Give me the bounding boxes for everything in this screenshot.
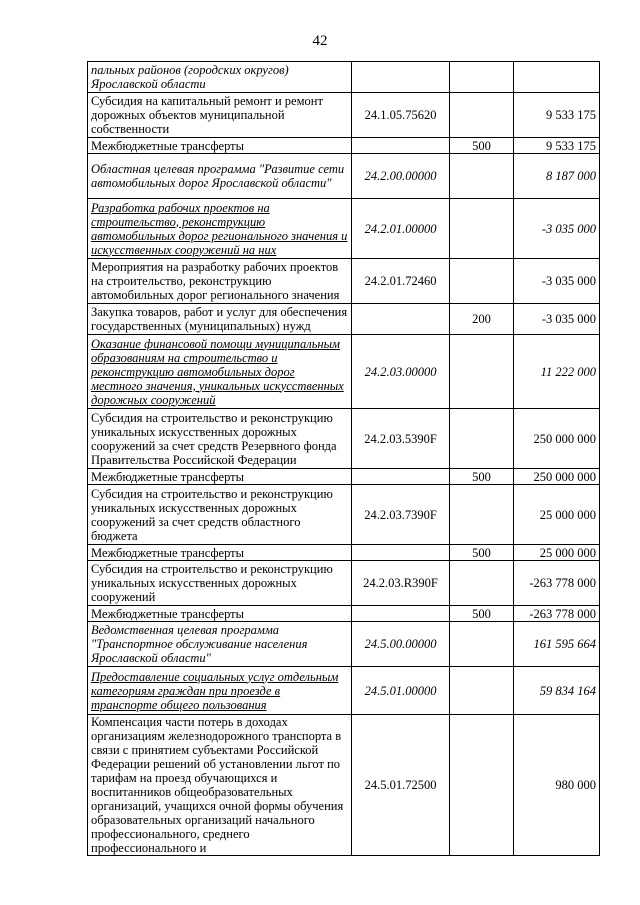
row-name: Ведомственная целевая программа "Транспортное обслуживание населения Ярославской области": [88, 622, 352, 667]
row-name: Оказание финансовой помощи муниципальным образованиям на строительство и реконструкцию автомобильных дорог местного значения, уникальных искусственных дорожных сооружений: [88, 335, 352, 409]
row-name: Межбюджетные трансферты: [88, 469, 352, 485]
budget-table: [87, 61, 600, 856]
row-name: Закупка товаров, работ и услуг для обеспечения государственных (муниципальных) нужд: [88, 304, 352, 335]
row-expense-type: 500: [450, 138, 514, 154]
row-name: Предоставление социальных услуг отдельным категориям граждан при проезде в транспорте общего пользования: [88, 667, 352, 715]
table-row: [88, 199, 600, 259]
row-code: [352, 545, 450, 561]
row-sum: 11 222 000: [514, 335, 600, 409]
table-row: [88, 667, 600, 715]
row-code: 24.2.01.00000: [352, 199, 450, 259]
row-name: Межбюджетные трансферты: [88, 545, 352, 561]
row-name: Субсидия на капитальный ремонт и ремонт дорожных объектов муниципальной собственности: [88, 93, 352, 138]
row-expense-type: 500: [450, 545, 514, 561]
row-name: Разработка рабочих проектов на строительство, реконструкцию автомобильных дорог регионального значения и искусственных сооружений на них: [88, 199, 352, 259]
row-expense-type: [450, 154, 514, 199]
row-sum: -3 035 000: [514, 199, 600, 259]
row-code: 24.2.03.00000: [352, 335, 450, 409]
row-expense-type: [450, 622, 514, 667]
row-expense-type: [450, 62, 514, 93]
row-expense-type: [450, 93, 514, 138]
row-code: 24.5.00.00000: [352, 622, 450, 667]
row-code: 24.2.01.72460: [352, 259, 450, 304]
row-name: Мероприятия на разработку рабочих проектов на строительство, реконструкцию автомобильных дорог регионального значения: [88, 259, 352, 304]
row-code: [352, 62, 450, 93]
row-sum: 25 000 000: [514, 545, 600, 561]
table-row: [88, 138, 600, 154]
row-expense-type: 200: [450, 304, 514, 335]
row-name: Межбюджетные трансферты: [88, 606, 352, 622]
row-expense-type: [450, 409, 514, 469]
row-expense-type: [450, 485, 514, 545]
row-expense-type: 500: [450, 606, 514, 622]
table-row: [88, 715, 600, 856]
table-row: [88, 561, 600, 606]
row-expense-type: 500: [450, 469, 514, 485]
row-name: Межбюджетные трансферты: [88, 138, 352, 154]
row-sum: 59 834 164: [514, 667, 600, 715]
table-row: [88, 545, 600, 561]
row-code: 24.2.03.5390F: [352, 409, 450, 469]
row-name: Субсидия на строительство и реконструкцию уникальных искусственных дорожных сооружений: [88, 561, 352, 606]
row-name: Компенсация части потерь в доходах организациям железнодорожного транспорта в связи с принятием субъектами Российской Федерации решений об установлении льгот по тарифам на проезд обучающихся и воспитанников общеобразовательных организаций, учащихся очной формы обучения образовательных организаций начального профессионального, среднего профессионального и: [88, 715, 352, 856]
row-name: Областная целевая программа "Развитие сети автомобильных дорог Ярославской области": [88, 154, 352, 199]
row-code: [352, 469, 450, 485]
table-row: [88, 259, 600, 304]
row-sum: [514, 62, 600, 93]
row-sum: 8 187 000: [514, 154, 600, 199]
row-sum: 250 000 000: [514, 409, 600, 469]
row-sum: 9 533 175: [514, 138, 600, 154]
table-row: [88, 304, 600, 335]
row-code: 24.2.00.00000: [352, 154, 450, 199]
row-code: 24.5.01.72500: [352, 715, 450, 856]
row-name: Субсидия на строительство и реконструкцию уникальных искусственных дорожных сооружений за счет средств Резервного фонда Правительства Российской Федерации: [88, 409, 352, 469]
table-row: [88, 409, 600, 469]
row-code: [352, 138, 450, 154]
table-row: [88, 154, 600, 199]
row-sum: -3 035 000: [514, 304, 600, 335]
table-row: [88, 335, 600, 409]
row-expense-type: [450, 561, 514, 606]
row-expense-type: [450, 715, 514, 856]
row-sum: 250 000 000: [514, 469, 600, 485]
row-name: пальных районов (городских округов) Ярославской области: [88, 62, 352, 93]
table-row: [88, 62, 600, 93]
row-expense-type: [450, 259, 514, 304]
row-sum: -263 778 000: [514, 606, 600, 622]
row-sum: 25 000 000: [514, 485, 600, 545]
page-number: 42: [312, 33, 328, 49]
table-row: [88, 469, 600, 485]
row-code: 24.1.05.75620: [352, 93, 450, 138]
row-code: 24.5.01.00000: [352, 667, 450, 715]
row-sum: 980 000: [514, 715, 600, 856]
row-expense-type: [450, 199, 514, 259]
row-sum: -263 778 000: [514, 561, 600, 606]
row-sum: 9 533 175: [514, 93, 600, 138]
row-code: 24.2.03.R390F: [352, 561, 450, 606]
row-sum: 161 595 664: [514, 622, 600, 667]
row-sum: -3 035 000: [514, 259, 600, 304]
table-row: [88, 606, 600, 622]
row-code: 24.2.03.7390F: [352, 485, 450, 545]
table-row: [88, 93, 600, 138]
table-row: [88, 485, 600, 545]
row-code: [352, 304, 450, 335]
row-code: [352, 606, 450, 622]
row-expense-type: [450, 667, 514, 715]
row-name: Субсидия на строительство и реконструкцию уникальных искусственных дорожных сооружений за счет средств областного бюджета: [88, 485, 352, 545]
row-expense-type: [450, 335, 514, 409]
table-row: [88, 622, 600, 667]
